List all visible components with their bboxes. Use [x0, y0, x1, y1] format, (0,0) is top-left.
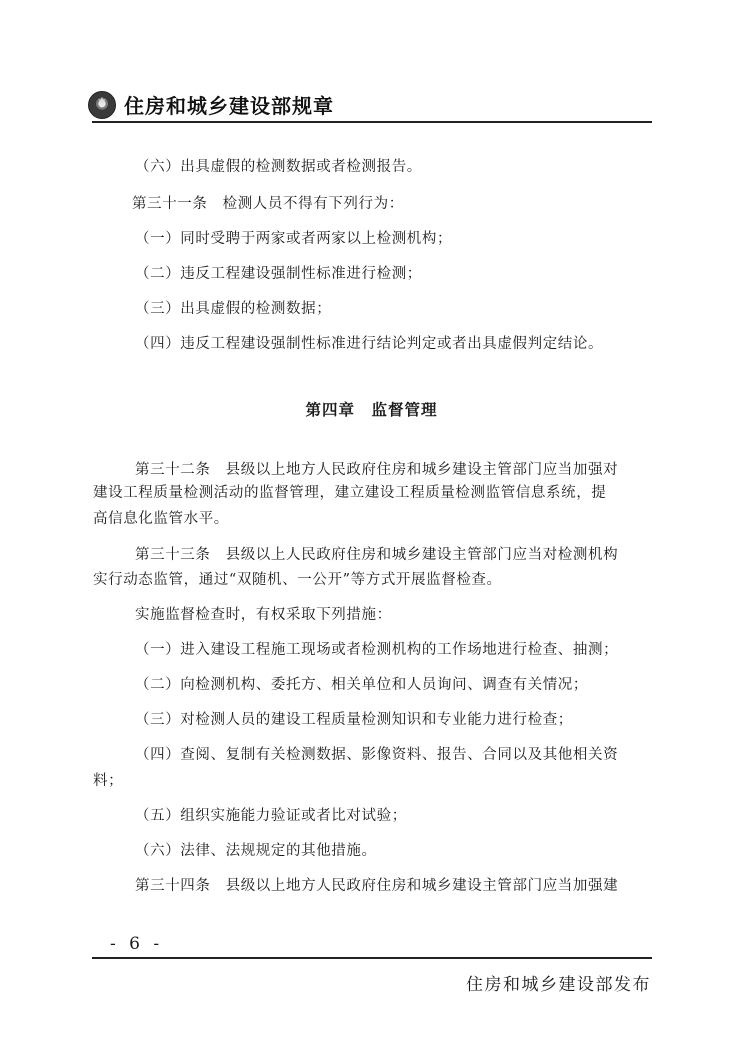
article-31-heading: 第三十一条 检测人员不得有下列行为：: [132, 196, 404, 212]
page-number: - 6 -: [110, 934, 164, 954]
article-33-line: 实行动态监管，通过“双随机、一公开”等方式开展监督检查。: [93, 572, 502, 588]
chapter-title: 第四章 监督管理: [305, 401, 438, 419]
article-33-line: 第三十三条 县级以上人民政府住房和城乡建设主管部门应当对检测机构: [135, 547, 619, 563]
paragraph-line: 实施监督检查时，有权采取下列措施：: [135, 607, 392, 623]
paragraph-line: （六）出具虚假的检测数据或者检测报告。: [135, 159, 422, 175]
national-emblem-icon: [88, 91, 116, 119]
paragraph-line: （五）组织实施能力验证或者比对试验；: [135, 808, 407, 824]
paragraph-line: （四）违反工程建设强制性标准进行结论判定或者出具虚假判定结论。: [135, 336, 604, 352]
paragraph-line: （三）出具虚假的检测数据；: [135, 301, 332, 317]
page-header: [88, 90, 334, 119]
paragraph-line: 料；: [93, 773, 124, 789]
article-32-line: 高信息化监管水平。: [93, 511, 229, 527]
paragraph-line: （三）对检测人员的建设工程质量检测知识和专业能力进行检查；: [135, 712, 573, 728]
footer-rule: [92, 957, 652, 959]
paragraph-line: （一）同时受聘于两家或者两家以上检测机构；: [135, 231, 453, 247]
article-34-line: 第三十四条 县级以上地方人民政府住房和城乡建设主管部门应当加强建: [135, 878, 619, 894]
paragraph-line: （六）法律、法规规定的其他措施。: [135, 843, 377, 859]
paragraph-line: （四）查阅、复制有关检测数据、影像资料、报告、合同以及其他相关资: [135, 747, 619, 763]
article-32-line: 第三十二条 县级以上地方人民政府住房和城乡建设主管部门应当加强对: [135, 462, 619, 478]
paragraph-line: （二）向检测机构、委托方、相关单位和人员询问、调查有关情况；: [135, 677, 588, 693]
article-32-line: 建设工程质量检测活动的监督管理，建立建设工程质量检测监管信息系统，提: [93, 485, 607, 501]
paragraph-line: （二）违反工程建设强制性标准进行检测；: [135, 266, 422, 282]
header-rule: [92, 121, 652, 123]
header-title: 住房和城乡建设部规章: [124, 94, 334, 118]
footer-publisher: 住房和城乡建设部发布: [466, 975, 651, 995]
paragraph-line: （一）进入建设工程施工现场或者检测机构的工作场地进行检查、抽测；: [135, 642, 619, 658]
